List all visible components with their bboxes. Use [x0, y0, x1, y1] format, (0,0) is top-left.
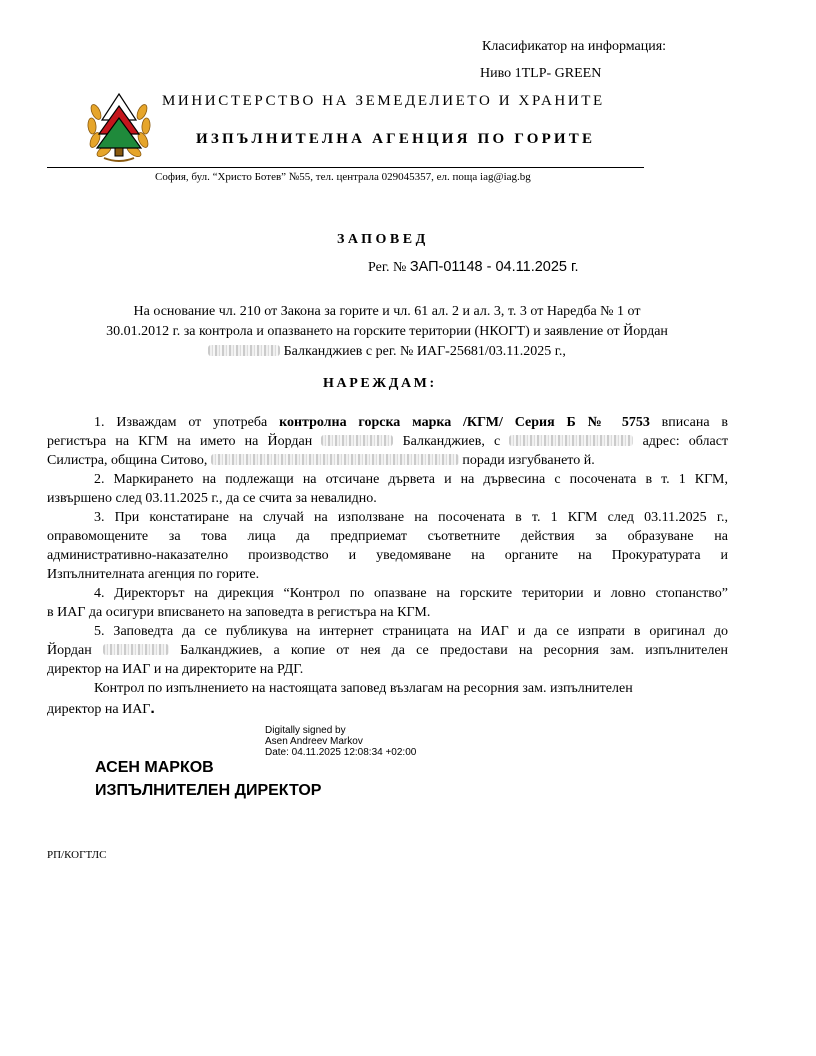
item-4-line: 4. Директорът на дирекция “Контрол по опазване на горските територии и ловно стопанство”: [94, 586, 728, 601]
preamble-line: На основание чл. 210 от Закона за горите и чл. 61 ал. 2 и ал. 3, т. 3 от Наредба № 1 от: [133, 304, 641, 319]
footer-code: РП/КОГТЛС: [47, 849, 107, 861]
item-2-line: извършено след 03.11.2025 г., да се счита за невалидно.: [47, 491, 377, 506]
item-5-line: директор на ИАГ и на директорите на РДГ.: [47, 662, 304, 677]
preamble-line: Балканджиев с рег. № ИАГ-25681/03.11.2025 г.,: [47, 342, 727, 362]
ministry-name: МИНИСТЕРСТВО НА ЗЕМЕДЕЛИЕТО И ХРАНИТЕ: [162, 93, 605, 109]
item-1-line: 1. Изваждам от употреба контролна горска марка /КГМ/ Серия Б № 5753 вписана в: [94, 415, 729, 430]
item-5-line: Йордан Балканджиев, а копие от нея да се предостави на ресорния зам. изпълнителен: [47, 643, 729, 658]
classification-level: Ниво 1TLP- GREEN: [480, 66, 602, 81]
signatory-name: АСЕН МАРКОВ: [95, 759, 214, 776]
item-4-line: в ИАГ да осигури вписването на заповедта в регистъра на КГМ.: [47, 605, 431, 620]
document-title: ЗАПОВЕД: [337, 232, 429, 247]
order-body: [47, 413, 728, 718]
redacted-id: [509, 435, 633, 446]
digital-signature-line: Date: 04.11.2025 12:08:34 +02:00: [265, 747, 417, 758]
control-line: Контрол по изпълнението на настоящата заповед възлагам на ресорния зам. изпълнителен: [94, 681, 633, 696]
agency-name: ИЗПЪЛНИТЕЛНА АГЕНЦИЯ ПО ГОРИТЕ: [196, 131, 596, 147]
item-3-line: Изпълнителната агенция по горите.: [47, 567, 260, 582]
item-2-line: 2. Маркирането на подлежащи на отсичане дървета и на дървесина с посочената в т. 1 КГМ,: [94, 472, 728, 487]
item-1-line: Силистра, община Ситово, поради изгубването й.: [47, 453, 595, 468]
redacted-name: [103, 644, 169, 655]
digital-signature-line: Digitally signed by: [265, 725, 346, 736]
redacted-address: [211, 454, 459, 465]
signatory-position: ИЗПЪЛНИТЕЛЕН ДИРЕКТОР: [95, 782, 322, 799]
preamble-line: 30.01.2012 г. за контрола и опазването на горските територии (НКОГТ) и заявление от Йордан: [106, 324, 668, 339]
control-line: директор на ИАГ.: [47, 700, 155, 717]
digital-signature-block: [265, 725, 416, 758]
agency-address: София, бул. “Христо Ботев” №55, тел. централа 029045357, ел. поща iag@iag.bg: [155, 171, 531, 183]
classification-label: Класификатор на информация:: [482, 39, 667, 54]
registration-number: [368, 259, 579, 276]
agency-emblem-logo: [86, 90, 152, 164]
reg-prefix: Рег. №: [368, 260, 407, 275]
header-divider: [47, 167, 644, 168]
preamble: [47, 302, 727, 362]
item-3-line: 3. При констатиране на случай на използване на посочената в т. 1 КГМ след 03.11.2025 г.,: [94, 510, 728, 525]
item-1-line: регистъра на КГМ на името на Йордан Балканджиев, с адрес: област: [47, 434, 729, 449]
item-3-line: административно-наказателно производство и уведомяване на органите на Прокуратурата и: [47, 548, 728, 563]
digital-signature-line: Asen Andreev Markov: [265, 736, 363, 747]
item-5-line: 5. Заповедта да се публикува на интернет страницата на ИАГ и да се изпрати в оригинал до: [94, 624, 728, 639]
reg-number-value: ЗАП-01148 - 04.11.2025 г.: [409, 259, 579, 275]
item-3-line: оправомощените за това лица да предприемат съответните действия за образуване на: [47, 529, 728, 544]
redacted-name: [208, 345, 280, 356]
order-heading: НАРЕЖДАМ:: [323, 376, 437, 391]
redacted-name: [321, 435, 393, 446]
